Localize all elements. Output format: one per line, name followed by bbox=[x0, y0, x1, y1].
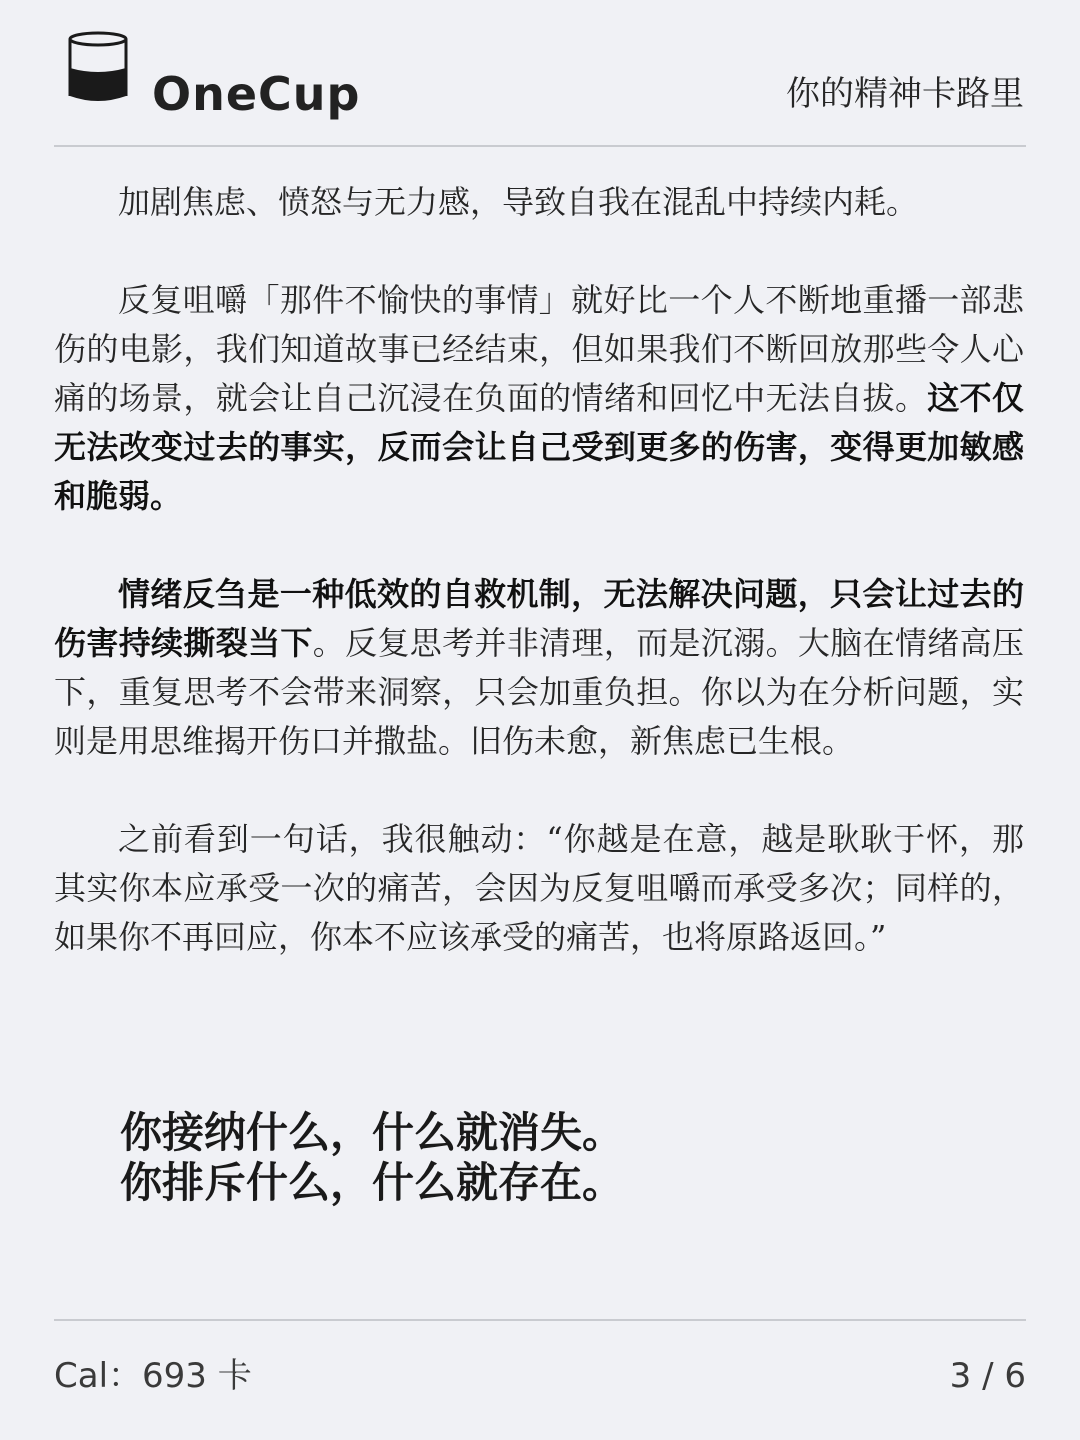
closing-quote bbox=[120, 1108, 624, 1208]
paragraph-3 bbox=[54, 570, 1024, 766]
article-body bbox=[54, 178, 1024, 962]
brand-name: OneCup bbox=[152, 67, 361, 121]
calorie-label: Cal：693 卡 bbox=[54, 1356, 252, 1396]
quote-line-2: 你排斥什么，什么就存在。 bbox=[120, 1158, 625, 1207]
header-divider bbox=[54, 145, 1026, 147]
quote-line-1: 你接纳什么，什么就消失。 bbox=[120, 1108, 625, 1157]
paragraph-text: 。反复思考并非清理，而是沉溺。大脑在情绪高压下，重复思考不会带来洞察，只会加重负担。你以为在分析问题，实则是用思维揭开伤口并撒盐。旧伤未愈，新焦虑已生根。 bbox=[54, 624, 1024, 760]
header bbox=[0, 0, 1080, 146]
paragraph-text: 加剧焦虑、愤怒与无力感，导致自我在混乱中持续内耗。 bbox=[118, 183, 919, 221]
tagline: 你的精神卡路里 bbox=[786, 74, 1024, 114]
paragraph-2 bbox=[54, 276, 1024, 521]
paragraph-1 bbox=[54, 178, 1024, 227]
footer-divider bbox=[54, 1319, 1026, 1321]
bold-emphasis: 情绪反刍是一种低效的自救机制，无法解决问题，只会让过去的伤害持续撕裂当下 bbox=[54, 575, 1024, 662]
page-indicator: 3 / 6 bbox=[949, 1356, 1026, 1396]
bold-emphasis: 这不仅无法改变过去的事实，反而会让自己受到更多的伤害，变得更加敏感和脆弱。 bbox=[54, 379, 1024, 515]
paragraph-text: 反复咀嚼「那件不愉快的事情」就好比一个人不断地重播一部悲伤的电影，我们知道故事已经结束，但如果我们不断回放那些令人心痛的场景，就会让自己沉浸在负面的情绪和回忆中无法自拔。 bbox=[54, 281, 1024, 417]
cup-icon bbox=[66, 30, 130, 110]
paragraph-text: 之前看到一句话，我很触动：“你越是在意，越是耿耿于怀，那其实你本应承受一次的痛苦，会因为反复咀嚼而承受多次；同样的，如果你不再回应，你本不应该承受的痛苦，也将原路返回。” bbox=[54, 820, 1024, 956]
paragraph-4 bbox=[54, 815, 1024, 962]
